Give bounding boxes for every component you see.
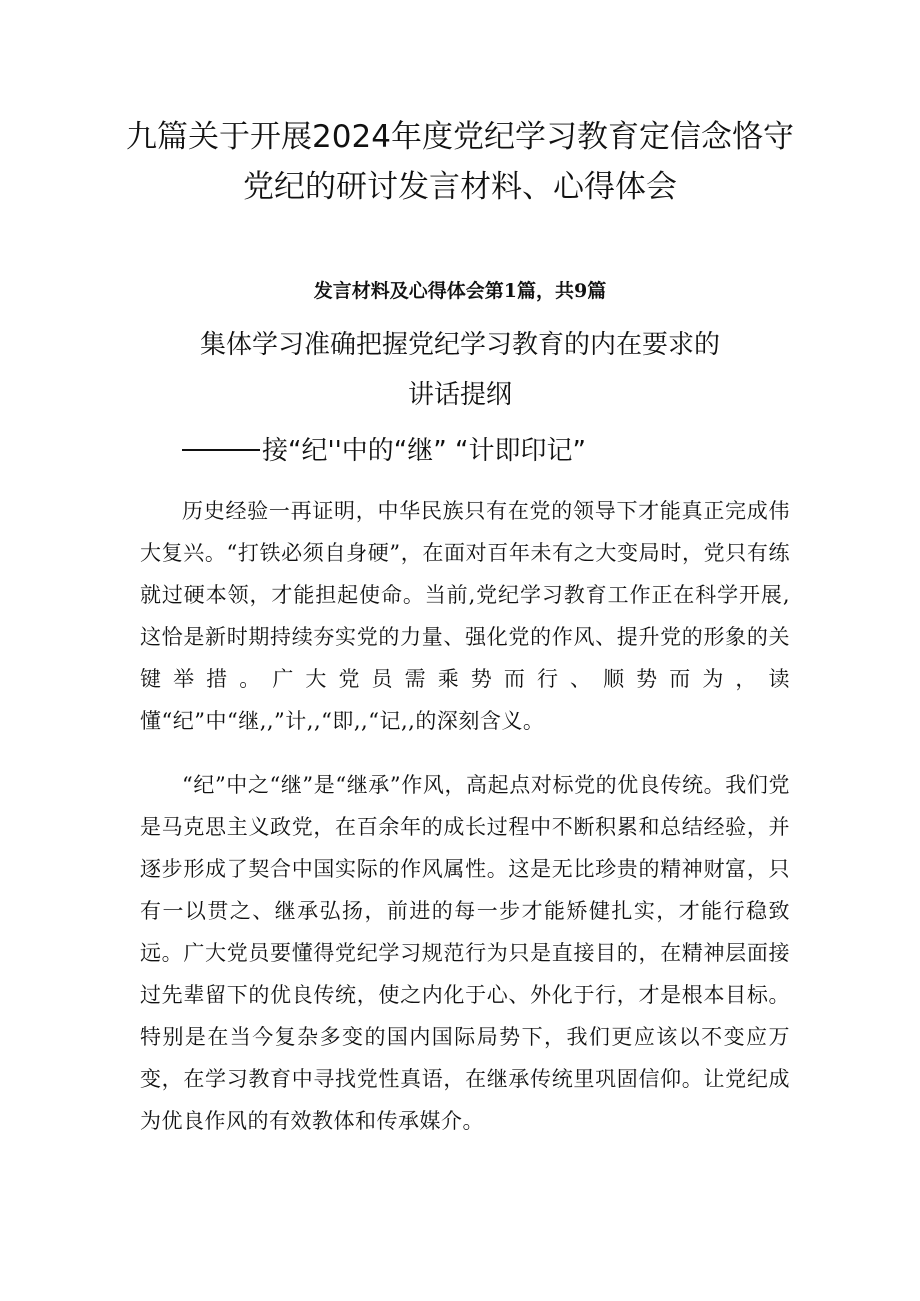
dash-subtitle [182, 434, 586, 468]
body-paragraph-2: “纪”中之“继”是“继承”作风，高起点对标党的优良传统。我们党是马克思主义政党，在百余年的成长过程中不断积累和总结经验，并逐步形成了契合中国实际的作风属性。这是无比珍贵的精神财富，只有一以贯之、继承弘扬，前进的每一步才能矫健扎实，才能行稳致远。广大党员要懂得党纪学习规范行为只是直接目的，在精神层面接过先辈留下的优良传统，使之内化于心、外化于行，才是根本目标。特别是在当今复杂多变的国内国际局势下，我们更应该以不变应万变，在学习教育中寻找党性真语，在继承传统里巩固信仰。让党纪成为优良作风的有效教体和传承媒介。 [140, 773, 790, 1133]
document-title-line-1: 九篇关于开展2024年度党纪学习教育定信念恪守 [126, 119, 794, 155]
section-title-line-1: 集体学习准确把握党纪学习教育的内在要求的 [199, 330, 720, 360]
dash-rule [182, 449, 260, 451]
document-title-line-2: 党纪的研讨发言材料、心得体会 [243, 169, 677, 205]
body-paragraph-1: 历史经验一再证明，中华民族只有在党的领导下才能真正完成伟大复兴。“打铁必须自身硬”，在面对百年未有之大变局时，党只有练就过硬本领，才能担起使命。当前,党纪学习教育工作正在科学开展,这恰是新时期持续夯实党的力量、强化党的作风、提升党的形象的关键举措。广大党员需乘势而行、顺势而为，读懂“纪”中“继,,”计,,“即,,“记,,的深刻含义。 [140, 499, 790, 733]
section-title-line-2: 讲话提纲 [407, 380, 512, 410]
part-label: 发言材料及心得体会第1篇，共9篇 [313, 280, 607, 302]
dash-subtitle-text: 接“纪''中的“继” “计即印记” [262, 436, 586, 466]
